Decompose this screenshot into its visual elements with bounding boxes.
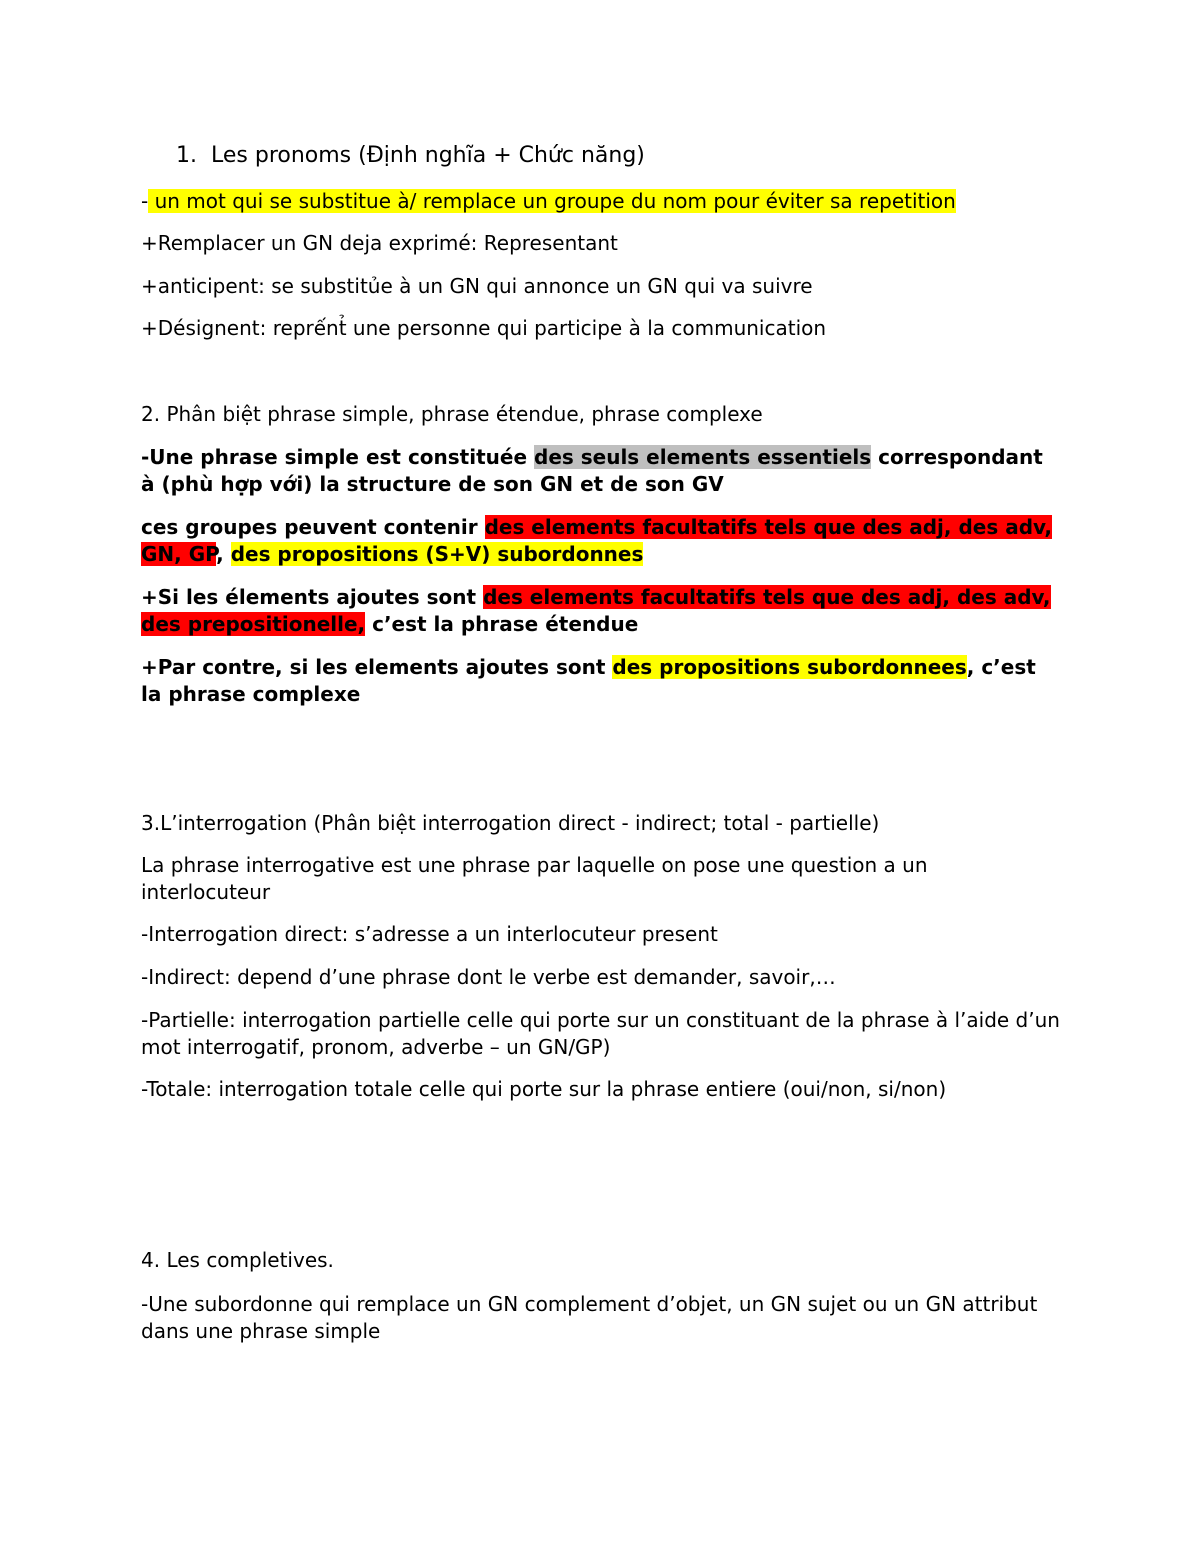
section-2-para-1: [141, 444, 1061, 498]
section-3-para-2: -Interrogation direct: s’adresse a un interlocuteur present: [141, 922, 718, 946]
section-3-title: 3.L’interrogation (Phân biệt interrogation direct - indirect; total - partielle): [141, 811, 880, 835]
section-4-title: 4. Les completives.: [141, 1248, 334, 1272]
para-3-text-a: +Si les élements ajoutes sont: [141, 585, 484, 609]
para-4-text-c: , c’est la phrase complexe: [141, 655, 1036, 706]
section-3-para-3: -Indirect: depend d’une phrase dont le verbe est demander, savoir,…: [141, 965, 836, 989]
definition-highlight: un mot qui se substitue à/ remplace un groupe du nom pour éviter sa repetition: [148, 189, 956, 213]
section-4-para-1: -Une subordonne qui remplace un GN complement d’objet, un GN sujet ou un GN attribut dans une phrase simple: [141, 1292, 1038, 1343]
section-2-title: 2. Phân biệt phrase simple, phrase étendue, phrase complexe: [141, 402, 763, 426]
section-1-title: Les pronoms (Định nghĩa + Chức năng): [211, 143, 645, 168]
section-2-para-4: [141, 654, 1061, 708]
para-1-highlight: des seuls elements essentiels: [534, 445, 872, 469]
section-3-para-1: La phrase interrogative est une phrase par laquelle on pose une question a un interlocuteur: [141, 853, 928, 904]
para-2-red-highlight: des elements facultatifs tels que des adj, des adv, GN, GP: [141, 515, 1053, 566]
para-2-text-a: ces groupes peuvent contenir: [141, 515, 485, 539]
para-3-text-c: c’est la phrase étendue: [365, 612, 639, 636]
section-2-para-2: [141, 514, 1061, 568]
para-2-text-c: ,: [216, 542, 231, 566]
section-3-para-5: -Totale: interrogation totale celle qui porte sur la phrase entiere (oui/non, si/non): [141, 1077, 947, 1101]
para-1-text-a: -Une phrase simple est constituée: [141, 445, 534, 469]
definition-dash: -: [141, 189, 149, 213]
para-4-text-a: +Par contre, si les elements ajoutes sont: [141, 655, 613, 679]
para-1-text-c: correspondant à (phù hợp với) la structure de son GN et de son GV: [141, 445, 1043, 496]
section-1-definition: [141, 188, 1061, 215]
para-3-red-highlight: des elements facultatifs tels que des adj, des adv, des prepositionelle,: [141, 585, 1051, 636]
section-1-line-1: +Remplacer un GN deja exprimé: Representant: [141, 231, 618, 255]
section-1-number: 1.: [176, 143, 197, 168]
section-3-para-4: -Partielle: interrogation partielle celle qui porte sur un constituant de la phrase à l’aide d’un mot interrogatif, pronom, adverbe – un GN/GP): [141, 1008, 1060, 1059]
section-1-line-2: +anticipent: se substitủe à un GN qui annonce un GN qui va suivre: [141, 274, 813, 298]
section-1-heading: [176, 142, 1096, 169]
section-1-line-3: +Désignent: reprếnt̉ une personne qui participe à la communication: [141, 316, 827, 340]
para-2-yellow-highlight: des propositions (S+V) subordonnes: [230, 542, 644, 566]
section-2-para-3: [141, 584, 1061, 638]
para-4-yellow-highlight: des propositions subordonnees: [612, 655, 967, 679]
